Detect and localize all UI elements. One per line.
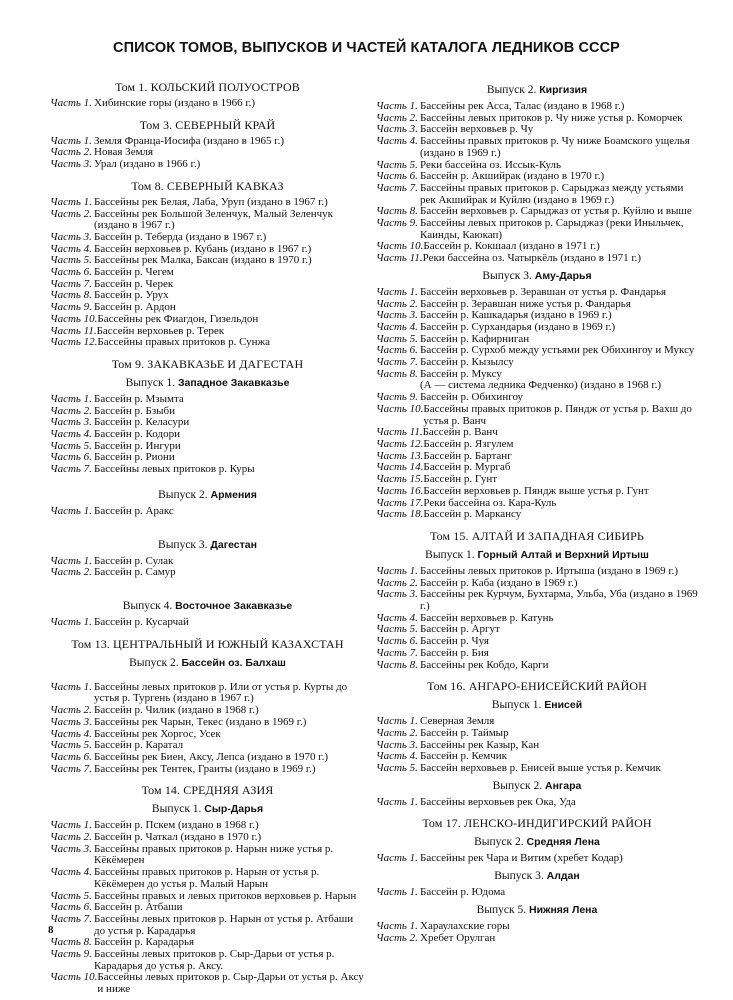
part-text: Бассейн р. Аракс — [94, 504, 174, 517]
part-text: Бассейны рек Белая, Лаба, Уруп (издано в 1967 г.) — [94, 195, 328, 208]
part-text: Бассейн р. Чуя — [420, 635, 489, 648]
catalog-entry — [376, 763, 698, 775]
part-label: Часть 1. — [50, 615, 92, 628]
right-column — [376, 72, 698, 944]
catalog-entry — [376, 660, 698, 672]
part-label: Часть 8. — [50, 289, 92, 302]
catalog-entry — [376, 439, 698, 451]
part-text: Бассейны рек Чарын, Текес (издано в 1969 г.) — [94, 715, 307, 728]
catalog-entry — [50, 506, 365, 518]
left-column — [50, 72, 365, 996]
part-label: Часть 8. — [376, 658, 418, 671]
part-text: Бассейны правых притоков р. Сунжа — [97, 336, 271, 349]
part-text: Бассейн р. Риони — [94, 451, 175, 464]
part-text: Бассейн р. Бартанг — [423, 449, 512, 462]
page-number: 8 — [48, 924, 54, 936]
part-text: Бассейны рек Малка, Баксан (издано в 1970 г.) — [94, 254, 312, 267]
part-text: Бассейн р. Черек — [94, 277, 174, 290]
part-text: Урал (издано в 1966 г.) — [94, 158, 201, 171]
part-label: Часть 6. — [50, 750, 92, 763]
part-label: Часть 8. — [376, 205, 418, 218]
part-label: Часть 7. — [376, 356, 418, 369]
catalog-entry — [50, 232, 365, 244]
part-text: Бассейн верховьев р. Терек — [96, 324, 225, 337]
part-label: Часть 7. — [50, 463, 92, 476]
part-text: Новая Земля — [94, 146, 154, 159]
part-text: Бассейны рек Чара и Витим (хребет Кодар) — [420, 852, 623, 865]
part-text: Бассейн р. Обихингоу — [420, 391, 524, 404]
part-label: Часть 8. — [376, 367, 418, 380]
part-text: Бассейн верховьев р. Сарыджаз от устья р. Куйлю и выше — [420, 205, 692, 218]
part-text: Бассейн р. Таймыр — [420, 726, 509, 739]
issue-heading: Выпуск 1. Енисей — [491, 699, 583, 712]
catalog-entry — [50, 267, 365, 279]
part-label: Часть 17. — [376, 496, 424, 509]
part-label: Часть 4. — [50, 242, 92, 255]
part-text: Бассейн р. Ванч — [422, 426, 498, 439]
catalog-entry — [376, 404, 698, 427]
part-label: Часть 6. — [50, 901, 92, 914]
part-text: Бассейн верховьев р. Енисей выше устья р. Кемчик — [420, 762, 661, 775]
entry-list — [50, 394, 365, 476]
part-label: Часть 1. — [376, 886, 418, 899]
part-text: Бассейн р. Чегем — [94, 266, 174, 279]
part-label: Часть 1. — [376, 852, 418, 865]
part-label: Часть 2. — [50, 146, 92, 159]
part-label: Часть 13. — [376, 449, 424, 462]
part-label: Часть 4. — [50, 866, 92, 879]
part-label: Часть 1. — [50, 195, 92, 208]
part-label: Часть 4. — [376, 611, 418, 624]
part-text: Бассейны левых притоков р. Или от устья р. Курты до устья р. Тургень (издано в 1967 г.) — [94, 680, 348, 705]
catalog-entry — [376, 566, 698, 578]
part-label: Часть 1. — [376, 715, 418, 728]
part-text: Бассейн р. Келасури — [94, 416, 190, 429]
part-label: Часть 3. — [50, 158, 92, 171]
catalog-entry — [50, 98, 365, 110]
part-label: Часть 7. — [376, 181, 418, 194]
part-text: Бассейны левых притоков р. Иртыша (издано в 1969 г.) — [420, 564, 679, 577]
part-label: Часть 18. — [376, 508, 424, 521]
catalog-entry — [376, 136, 698, 159]
part-text: Бассейн р. Кафирниган — [420, 332, 530, 345]
part-text: Бассейн верховьев р. Пяндж выше устья р. Гунт — [423, 484, 649, 497]
part-label: Часть 5. — [50, 739, 92, 752]
part-text: Бассейн р. Кемчик — [420, 750, 508, 763]
entry-list — [50, 506, 365, 518]
part-label: Часть 2. — [50, 207, 92, 220]
catalog-entry — [376, 253, 698, 265]
issue-heading: Выпуск 4. Восточное Закавказье — [122, 599, 293, 612]
part-text: Бассейны левых притоков р. Сыр-Дарьи от устья р. Карадарья до устья р. Аксу. — [94, 948, 335, 972]
part-label: Часть 3. — [50, 416, 92, 429]
part-label: Часть 1. — [50, 134, 92, 147]
issue-heading: Выпуск 5. Нижняя Лена — [476, 903, 598, 916]
entry-list — [376, 887, 698, 899]
part-text: Бассейн верховьев р. Зеравшан от устья р. Фандарья — [420, 285, 667, 298]
part-label: Часть 1. — [376, 285, 418, 298]
catalog-entry — [50, 752, 365, 764]
entry-list — [376, 797, 698, 809]
part-label: Часть 5. — [50, 889, 92, 902]
part-label: Часть 10. — [376, 240, 424, 253]
part-text: Бассейн р. Язгулем — [423, 437, 514, 450]
catalog-entry — [50, 394, 365, 406]
catalog-entry — [50, 949, 365, 972]
issue-heading: Выпуск 2. Армения — [158, 488, 257, 501]
entry-list — [376, 287, 698, 521]
part-label: Часть 1. — [376, 795, 418, 808]
part-text: Бассейн р. Каба (издано в 1969 г.) — [420, 576, 578, 589]
part-text: Северная Земля — [420, 715, 495, 728]
catalog-entry — [50, 337, 365, 349]
part-label: Часть 5. — [376, 158, 418, 171]
part-label: Часть 2. — [376, 726, 418, 739]
part-text: Бассейн р. Каратал — [94, 739, 184, 752]
part-label: Часть 7. — [50, 912, 92, 925]
part-text: Бассейн верховьев р. Кубань (издано в 1967 г.) — [94, 242, 312, 255]
catalog-entry — [376, 921, 698, 933]
catalog-entry — [376, 218, 698, 241]
issue-heading: Выпуск 2. Киргизия — [486, 84, 588, 96]
entry-list — [376, 566, 698, 671]
part-text: Бассейны левых притоков р. Сарыджаз (реки Иныльчек, Каинды, Каюкап) — [420, 217, 684, 241]
catalog-entry — [376, 933, 698, 945]
part-text: Бассейн верховьев р. Чу — [420, 123, 534, 136]
catalog-entry — [50, 314, 365, 326]
part-text: Бассейны правых притоков р. Сарыджаз между устьями рек Акшийрак и Куйлю (издано в 1969 г.) — [420, 181, 684, 206]
part-text: Бассейн верховьев р. Катунь — [420, 611, 554, 624]
part-text: Бассейн р. Мзымта — [94, 392, 184, 405]
part-text: Бассейн р. Самур — [94, 566, 176, 579]
part-label: Часть 3. — [50, 230, 92, 243]
catalog-entry — [50, 209, 365, 232]
entry-list — [376, 921, 698, 944]
part-text: Бассейн р. Кокшаал (издано в 1971 г.) — [423, 240, 600, 253]
part-text: Реки бассейна оз. Чатыркёль (издано в 1971 г.) — [422, 252, 642, 265]
part-text: Бассейны рек Курчум, Бухтарма, Ульба, Уба (издано в 1969 г.) — [420, 588, 698, 613]
part-label: Часть 1. — [376, 564, 418, 577]
part-label: Часть 5. — [376, 762, 418, 775]
part-label: Часть 3. — [50, 842, 92, 855]
part-text: Бассейн р. Акшийрак (издано в 1970 г.) — [420, 170, 605, 183]
catalog-entry — [376, 357, 698, 369]
catalog-entry — [376, 322, 698, 334]
part-label: Часть 10. — [50, 971, 98, 984]
part-label: Часть 1. — [50, 392, 92, 405]
catalog-entry — [50, 764, 365, 776]
part-text: Бассейн р. Бзыби — [94, 404, 176, 417]
part-label: Часть 5. — [376, 332, 418, 345]
catalog-entry — [50, 682, 365, 705]
part-text: Бассейн р. Кызылсу — [420, 356, 514, 369]
issue-heading: Выпуск 3. Алдан — [494, 870, 580, 883]
entry-list — [50, 617, 365, 629]
part-label: Часть 11. — [376, 252, 423, 265]
part-label: Часть 3. — [376, 123, 418, 136]
volume-heading: Том 17. ЛЕНСКО-ИНДИГИРСКИЙ РАЙОН — [422, 816, 652, 831]
part-text: Бассейн р. Ардон — [94, 301, 176, 314]
part-text: Бассейн р. Атбаши — [94, 901, 183, 914]
part-label: Часть 15. — [376, 473, 424, 486]
part-label: Часть 1. — [376, 919, 418, 932]
catalog-entry — [50, 429, 365, 441]
part-label: Часть 8. — [50, 936, 92, 949]
part-label: Часть 2. — [50, 831, 92, 844]
part-text: Хибинские горы (издано в 1966 г.) — [94, 97, 256, 109]
part-label: Часть 1. — [50, 504, 92, 517]
part-label: Часть 9. — [50, 948, 92, 961]
part-label: Часть 6. — [376, 344, 418, 357]
part-text: Бассейны рек Тентек, Граиты (издано в 1969 г.) — [94, 762, 316, 775]
part-text: Бассейны левых притоков р. Куры — [94, 463, 255, 476]
part-label: Часть 11. — [50, 324, 97, 337]
part-label: Часть 6. — [50, 266, 92, 279]
catalog-entry — [50, 844, 365, 867]
part-label: Часть 6. — [376, 170, 418, 183]
issue-heading: Выпуск 1. Западное Закавказье — [125, 376, 290, 389]
part-text: Бассейны рек Фиагдон, Гизельдон — [97, 312, 259, 325]
part-label: Часть 1. — [50, 97, 92, 109]
part-label: Часть 9. — [376, 217, 418, 230]
volume-heading: Том 15. АЛТАЙ И ЗАПАДНАЯ СИБИРЬ — [430, 528, 644, 543]
catalog-entry — [376, 887, 698, 899]
page-title: СПИСОК ТОМОВ, ВЫПУСКОВ И ЧАСТЕЙ КАТАЛОГА ЛЕДНИКОВ СССР — [113, 40, 620, 56]
catalog-entry — [50, 464, 365, 476]
part-text: (А — система ледника Федченко) (издано в 1968 г.) — [420, 379, 662, 392]
part-text: Земля Франца-Иосифа (издано в 1965 г.) — [94, 134, 284, 147]
part-label: Часть 1. — [50, 680, 92, 693]
part-label: Часть 14. — [376, 461, 424, 474]
part-label: Часть 2. — [50, 704, 92, 717]
part-text: Бассейн р. Юдома — [420, 886, 506, 899]
issue-heading: Выпуск 2. Бассейн оз. Балхаш — [129, 656, 286, 669]
issue-heading: Выпуск 3. Дагестан — [158, 538, 257, 551]
part-label: Часть 5. — [376, 623, 418, 636]
entry-list — [50, 820, 365, 996]
catalog-entry — [376, 183, 698, 206]
entry-list — [376, 853, 698, 865]
entry-list — [376, 101, 698, 265]
catalog-entry — [50, 867, 365, 890]
part-text: Бассейн р. Карадарья — [94, 936, 195, 949]
catalog-entry — [376, 728, 698, 740]
part-text: Бассейн р. Урух — [94, 289, 169, 302]
catalog-entry — [50, 914, 365, 937]
part-label: Часть 2. — [376, 576, 418, 589]
part-text: Бассейны рек Биен, Аксу, Лепса (издано в 1970 г.) — [94, 750, 328, 763]
entry-list — [376, 716, 698, 775]
part-text: Бассейны правых и левых притоков верховьев р. Нарын — [94, 889, 357, 902]
part-label: Часть 4. — [376, 320, 418, 333]
part-text: Бассейны правых притоков р. Нарын ниже устья р. Кёкёмерен — [94, 842, 334, 867]
part-label: Часть 1. — [376, 100, 418, 112]
catalog-entry — [376, 486, 698, 498]
part-label: Часть 3. — [50, 715, 92, 728]
part-label: Часть 9. — [50, 301, 92, 314]
part-text: Бассейн р. Маркансу — [423, 508, 522, 521]
part-label: Часть 7. — [376, 646, 418, 659]
part-label: Часть 2. — [376, 297, 418, 310]
catalog-entry — [50, 197, 365, 209]
catalog-entry — [50, 567, 365, 579]
part-label: Часть 2. — [376, 931, 418, 944]
part-text: Бассейн р. Гунт — [423, 473, 498, 486]
part-text: Бассейн р. Мургаб — [423, 461, 511, 474]
part-text: Реки бассейна оз. Иссык-Куль — [420, 158, 561, 171]
catalog-entry — [376, 853, 698, 865]
part-text: Реки бассейна оз. Кара-Куль — [423, 496, 557, 509]
part-text: Бассейны левых притоков р. Чу ниже устья р. Коморчек — [420, 111, 683, 124]
entry-list — [50, 197, 365, 349]
part-text: Бассейны правых притоков р. Чу ниже Боамского ущелья (издано в 1969 г.) — [420, 135, 690, 159]
part-label: Часть 10. — [376, 402, 424, 415]
part-text: Бассейн р. Зеравшан ниже устья р. Фандарья — [420, 297, 631, 310]
catalog-entry — [376, 648, 698, 660]
part-label: Часть 11. — [376, 426, 423, 439]
part-text: Бассейны рек Хоргос, Усек — [94, 727, 221, 740]
part-label: Часть 4. — [376, 135, 418, 148]
catalog-entry — [376, 589, 698, 612]
volume-heading: Том 9. ЗАКАВКАЗЬЕ И ДАГЕСТАН — [111, 356, 304, 371]
part-label: Часть 3. — [376, 588, 418, 601]
part-text: Бассейн р. Бия — [420, 646, 489, 659]
volume-heading: Том 8. СЕВЕРНЫЙ КАВКАЗ — [131, 178, 284, 193]
part-label: Часть 2. — [50, 566, 92, 579]
part-label: Часть 12. — [50, 336, 98, 349]
volume-heading: Том 16. АНГАРО-ЕНИСЕЙСКИЙ РАЙОН — [427, 679, 647, 694]
part-label: Часть 2. — [376, 111, 418, 124]
part-label: Часть 16. — [376, 484, 424, 497]
issue-heading: Выпуск 1. Горный Алтай и Верхний Иртыш — [425, 548, 649, 561]
issue-heading: Выпуск 2. Ангара — [492, 779, 582, 792]
catalog-entry — [376, 101, 698, 113]
part-text: Бассейн р. Сулак — [94, 554, 174, 567]
part-text: Бассейн р. Пскем (издано в 1968 г.) — [94, 819, 259, 832]
part-label: Часть 1. — [50, 819, 92, 832]
part-text: Бассейны верховьев рек Ока, Уда — [420, 795, 576, 808]
part-label: Часть 4. — [50, 727, 92, 740]
part-text: Бассейн р. Кашкадарья (издано в 1969 г.) — [420, 309, 612, 322]
part-label: Часть 6. — [376, 635, 418, 648]
catalog-entry — [376, 509, 698, 521]
part-label: Часть 10. — [50, 312, 98, 325]
part-label: Часть 3. — [376, 309, 418, 322]
entry-list — [50, 98, 365, 110]
issue-heading: Выпуск 2. Средняя Лена — [474, 836, 600, 849]
entry-list — [50, 556, 365, 579]
part-label: Часть 5. — [50, 439, 92, 452]
volume-heading: Том 1. КОЛЬСКИЙ ПОЛУОСТРОВ — [115, 80, 300, 94]
part-text: Бассейн р. Аргут — [420, 623, 500, 636]
part-label: Часть 7. — [50, 277, 92, 290]
part-text: Бассейны рек Большой Зеленчук, Малый Зеленчук (издано в 1967 г.) — [94, 207, 333, 232]
part-text: Бассейны левых притоков р. Нарын от устья р. Атбаши до устья р. Карадарья — [94, 912, 354, 937]
part-text: Бассейны правых притоков р. Нарын от устья р. Кёкёмерен до устья р. Малый Нарын — [94, 866, 320, 890]
catalog-entry — [50, 717, 365, 729]
part-text: Бассейны рек Асса, Талас (издано в 1968 г.) — [420, 100, 625, 112]
volume-heading: Том 3. СЕВЕРНЫЙ КРАЙ — [139, 117, 276, 132]
part-text: Хребет Орулган — [420, 931, 496, 944]
part-label: Часть 5. — [50, 254, 92, 267]
issue-heading: Выпуск 3. Аму-Дарья — [482, 269, 592, 282]
part-text: Бассейн р. Муксу — [420, 367, 502, 380]
catalog-entry — [50, 832, 365, 844]
part-text: Бассейн р. Сурхоб между устьями рек Обихингоу и Муксу — [420, 344, 695, 357]
part-label: Часть 4. — [50, 428, 92, 441]
part-label: Часть 1. — [50, 554, 92, 567]
issue-heading: Выпуск 1. Сыр-Дарья — [151, 803, 264, 816]
catalog-entry — [376, 797, 698, 809]
part-text: Бассейны рек Кобдо, Карги — [420, 658, 549, 671]
part-text: Бассейны левых притоков р. Сыр-Дарьи от устья р. Аксу и ниже — [97, 971, 364, 996]
part-label: Часть 6. — [50, 451, 92, 464]
part-label: Часть 9. — [376, 391, 418, 404]
catalog-entry — [50, 159, 365, 171]
part-label: Часть 3. — [376, 738, 418, 751]
part-text: Бассейн р. Сурхандарья (издано в 1969 г.) — [420, 320, 616, 333]
catalog-entry — [376, 287, 698, 299]
part-text: Бассейны рек Казыр, Кан — [420, 738, 540, 751]
part-label: Часть 2. — [50, 404, 92, 417]
part-text: Хараулахские горы — [420, 919, 510, 932]
entry-list — [50, 136, 365, 171]
part-text: Бассейны правых притоков р. Пяндж от устья р. Вахш до устья р. Ванч — [423, 402, 692, 427]
catalog-entry — [50, 617, 365, 629]
part-text: Бассейн р. Ингури — [94, 439, 181, 452]
part-text: Бассейн р. Чаткал (издано в 1970 г.) — [94, 831, 262, 844]
volume-heading: Том 14. СРЕДНЯЯ АЗИЯ — [141, 783, 274, 798]
part-label: Часть 12. — [376, 437, 424, 450]
part-label: Часть 7. — [50, 762, 92, 775]
volume-heading: Том 13. ЦЕНТРАЛЬНЫЙ И ЮЖНЫЙ КАЗАХСТАН — [71, 636, 344, 651]
part-text: Бассейн р. Кодори — [94, 428, 180, 441]
part-text: Бассейн р. Кусарчай — [94, 615, 189, 628]
catalog-entry — [50, 972, 365, 995]
part-label: Часть 4. — [376, 750, 418, 763]
part-text: Бассейн р. Чилик (издано в 1968 г.) — [94, 704, 259, 717]
entry-list — [50, 682, 365, 776]
part-text: Бассейн р. Теберда (издано в 1967 г.) — [94, 230, 267, 243]
